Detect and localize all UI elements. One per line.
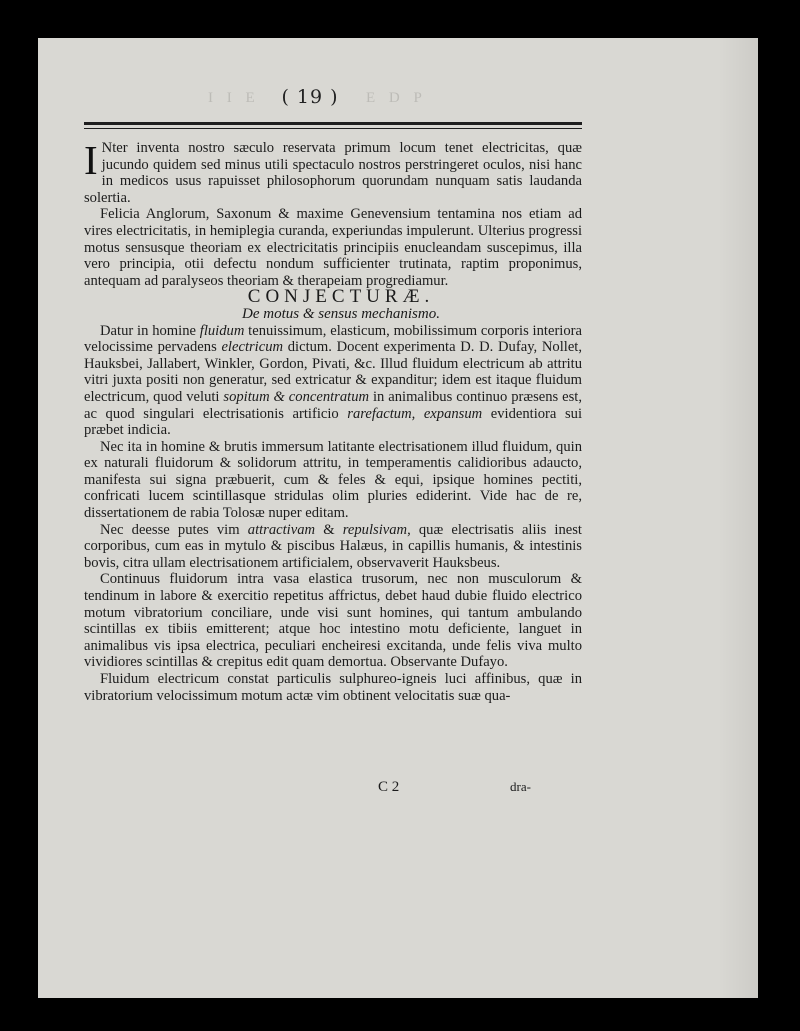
page-edge-shadow: [718, 38, 758, 998]
italic-term: attractivam: [247, 521, 316, 538]
section-subheading: De motus & sensus mechanismo.: [242, 305, 440, 322]
signature-mark: C 2: [378, 779, 400, 795]
italic-term: rarefactum, expansum: [347, 405, 483, 422]
section-heading: CONJECTURÆ.: [247, 286, 435, 308]
section-paragraph-4: Continuus fluidorum intra vasa elastica trusorum, nec non musculorum & tendinum in labore & exercitio repetitus affrictus, debet haud dubie fluido electrico motum vibratorium conciliare, unde visi sunt homines, qui tantum ambulando scintillas ex tibiis emitterent; atque hoc intestino motu deficiente, languet in animalibus vis ipsa electrica, peculiari encheiresi excitanda, unde felis viva multo vividiores scintillas & crepitus edit quam demortua. Observante Dufayo.: [84, 571, 582, 671]
show-through-text-right: E D P: [366, 90, 427, 106]
text-run: tenuissimum, elasticum, mobilissimum corporis interiora velocissime pervadens: [84, 322, 582, 356]
book-page: [38, 38, 758, 998]
italic-term: electricum: [221, 339, 284, 356]
page-body: [84, 137, 583, 704]
text-run: in animalibus continuo præsens est, ac quod singulari electrisationis artificio: [84, 388, 582, 422]
intro-paragraph-1: [84, 137, 582, 206]
drop-cap: I: [84, 137, 98, 183]
text-run: Datur in homine: [100, 322, 200, 339]
text-run: &: [315, 521, 343, 538]
section-paragraph-5: Fluidum electricum constat particulis sulphureo-igneis luci affinibus, quæ in vibratorium velocissimum motum actæ vim obtinent velocitatis suæ qua-: [84, 671, 582, 704]
italic-term: sopitum & concentratum: [223, 388, 370, 405]
catchword: dra-: [510, 779, 531, 794]
section-paragraph-3: [84, 522, 582, 572]
italic-term: repulsivam: [342, 521, 408, 538]
italic-term: fluidum: [199, 322, 245, 339]
text-run: dictum. Docent experimenta D. D. Dufay, Nollet, Hauksbei, Jallabert, Winkler, Gordon, Pivati, &c. Illud fluidum electricum ab attritu vitri juxta positi non generatur, sed extricatur & expanditur; idem est itaque fluidum electricum, quod veluti: [84, 339, 583, 405]
intro-paragraph-1-text: Nter inventa nostro sæculo reservata primum locum tenet electricitas, quæ jucundo quidem sed minus utili spectaculo nostros perstringeret oculos, nisi hanc in medicos usus rapuisset philosophorum quorundam nunquam satis laudanda solertia.: [84, 140, 582, 206]
text-run: evidentiora sui præbet indicia.: [84, 405, 582, 439]
text-run: Nec deesse putes vim: [100, 521, 248, 538]
section-paragraph-2: Nec ita in homine & brutis immersum latitante electrisationem illud fluidum, quin ex naturali fluidorum & solidorum attritu, in temperamentis calidioribus adaucto, manifesta sui signa præbuerit, cum & feles & equi, ipsique homines pectiti, confricati lucem scintillasque stridulas olim pluries ediderint. Vide hac de re, dissertationem de rabia Tolosæ nuper editam.: [84, 438, 582, 522]
header-double-rule: [84, 122, 582, 129]
section-paragraph-1: [84, 323, 582, 439]
show-through-text-left: I I E: [208, 90, 260, 106]
text-run: , quæ electrisatis aliis inest corporibus, cum eas in mytulo & piscibus Halæus, in capillis humanis, & intestinis bovis, citra ullam electrisationem artificialem, observaverit Hauksbeus.: [84, 521, 582, 571]
page-number: ( 19 ): [281, 86, 339, 108]
intro-paragraph-2: Felicia Anglorum, Saxonum & maxime Genevensium tentamina nos etiam ad vires electricitatis, in hemiplegia curanda, experiundas impulerunt. Ulterius progressi motus sensusque theoriam ex electricitatis principiis enucleandam suscepimus, illa vero principia, otii defectu nondum sufficienter trutinata, raptim proponimus, antequam ad paralyseos theoriam & therapeiam progrediamur.: [84, 206, 582, 289]
